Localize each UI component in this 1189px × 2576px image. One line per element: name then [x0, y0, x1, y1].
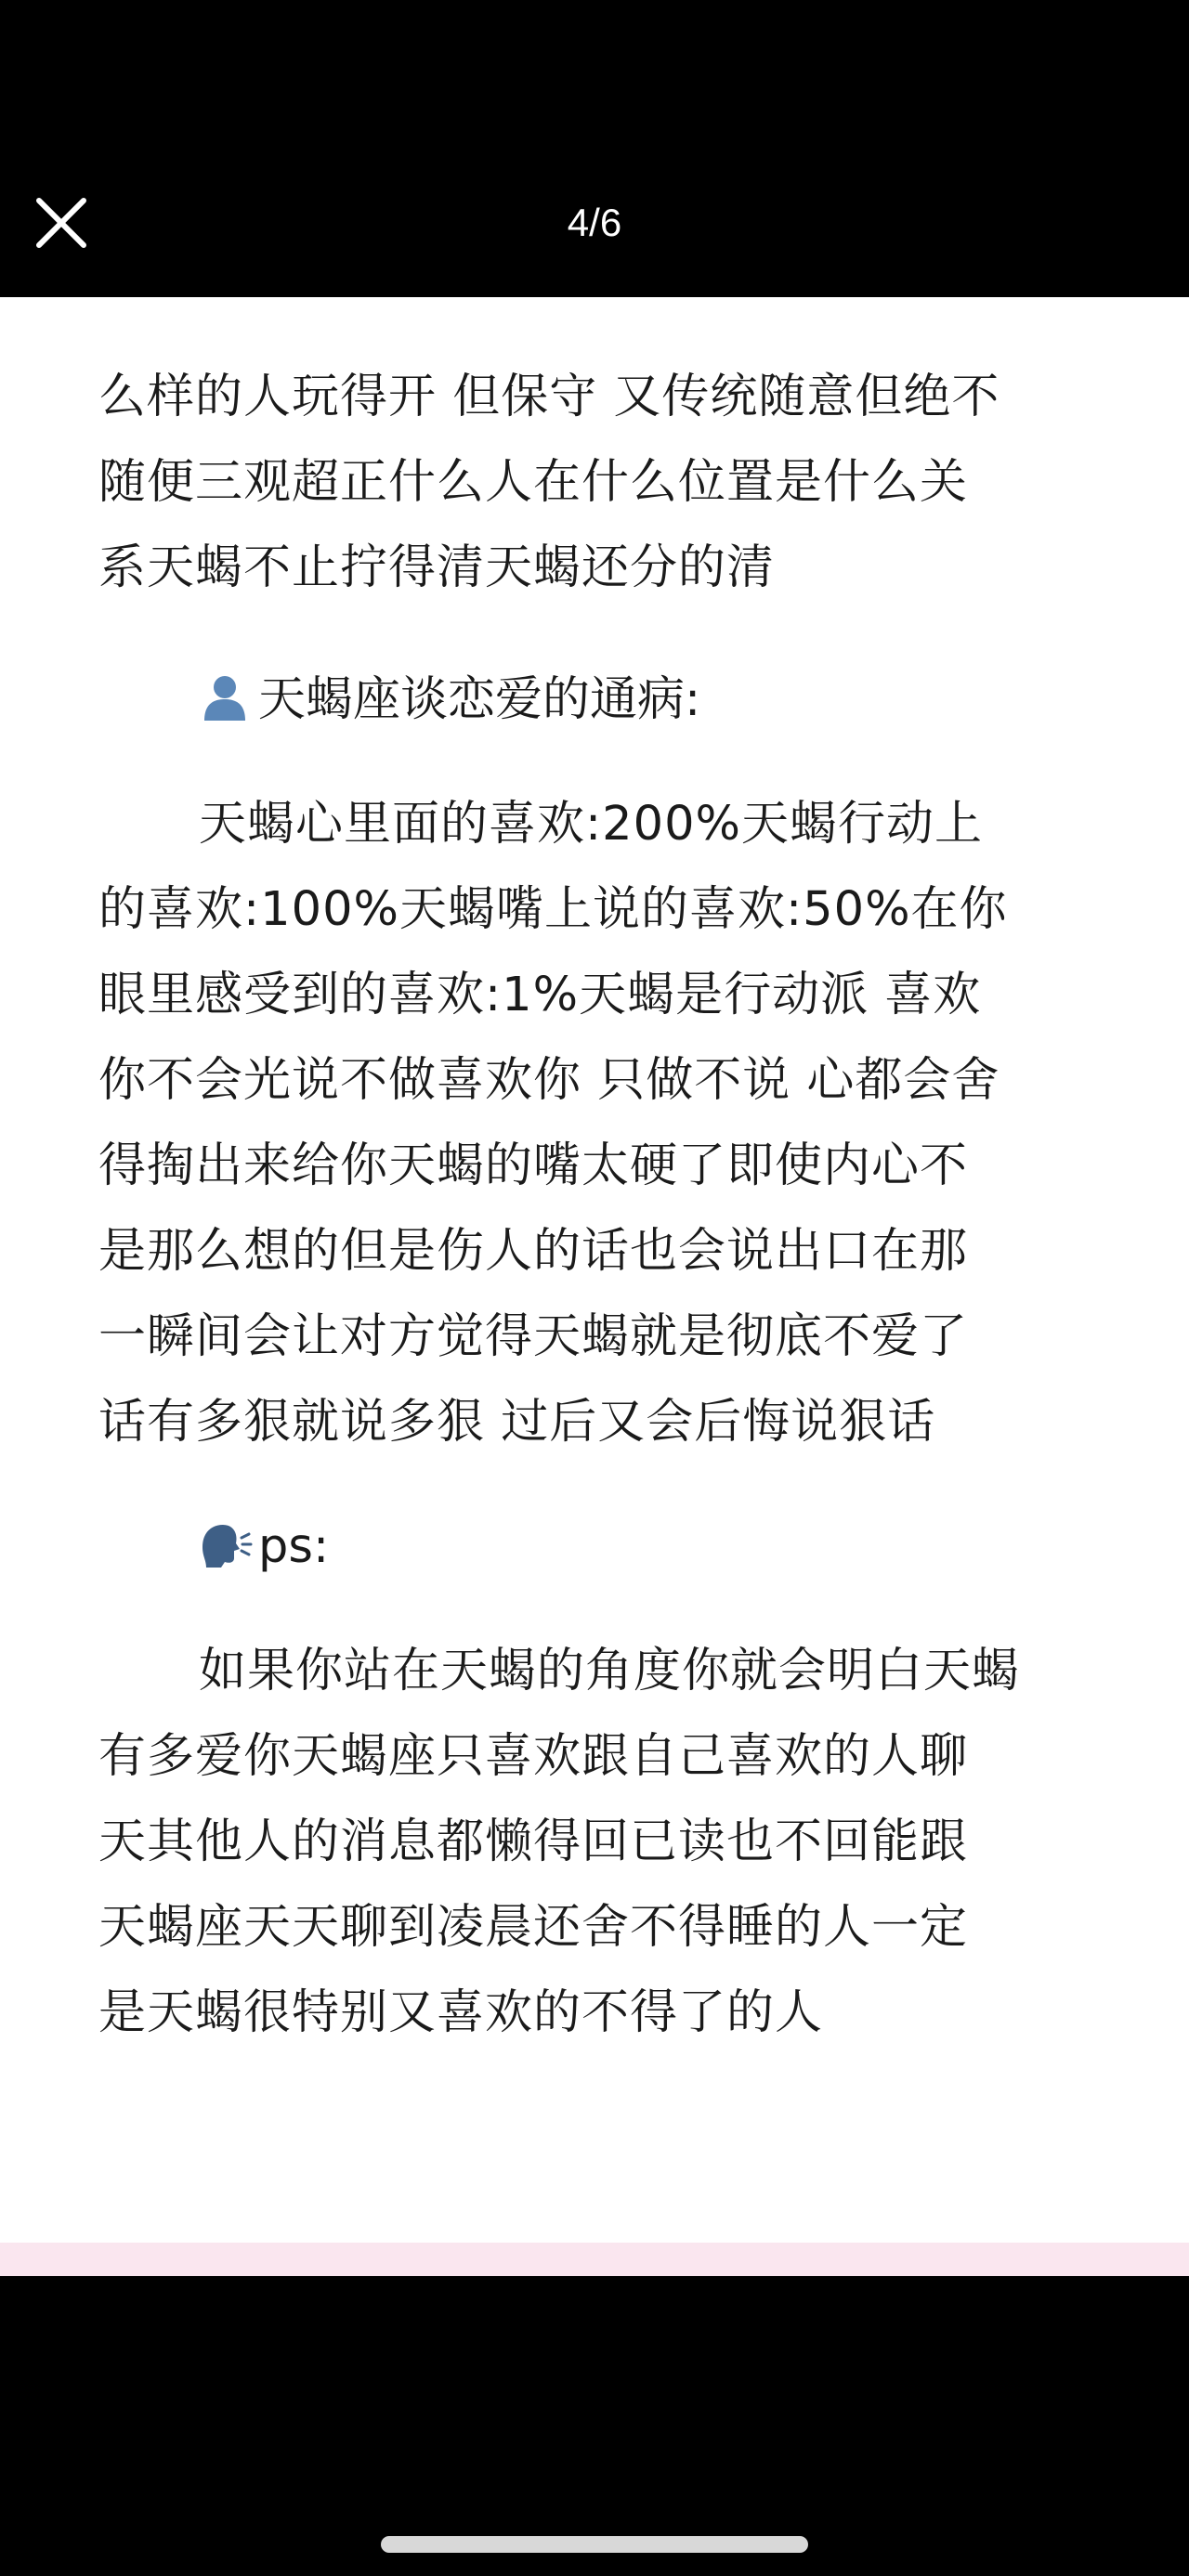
paragraph-line: 如果你站在天蝎的角度你就会明白天蝎 [199, 1644, 1021, 1698]
paragraph-line: 得掏出来给你天蝎的嘴太硬了即使内心不 [98, 1138, 969, 1193]
heading-flaws [197, 657, 700, 743]
home-indicator[interactable] [381, 2536, 808, 2553]
paragraph-line: 你不会光说不做喜欢你 只做不说 心都会舍 [98, 1053, 1000, 1108]
heading-ps [197, 1504, 329, 1590]
paragraph-line: 天其他人的消息都懒得回已读也不回能跟 [98, 1815, 969, 1869]
image-counter: 4/6 [567, 201, 622, 244]
paragraph-line: 话有多狠就说多狠 过后又会后悔说狠话 [98, 1395, 936, 1450]
paragraph-line: 系天蝎不止拧得清天蝎还分的清 [98, 540, 776, 595]
image-page [0, 297, 1189, 2243]
bust-silhouette-icon [197, 669, 253, 724]
paragraph-line: 的喜欢:100%天蝎嘴上说的喜欢:50%在你 [98, 882, 1008, 937]
paragraph-line: 是那么想的但是伤人的话也会说出口在那 [98, 1224, 969, 1279]
paragraph-line: 一瞬间会让对方觉得天蝎就是彻底不爱了 [98, 1309, 969, 1364]
paragraph-line: 么样的人玩得开 但保守 又传统随意但绝不 [98, 370, 1000, 424]
viewer-bottom-area [0, 2276, 1189, 2576]
viewer-top-bar [0, 0, 1189, 297]
paragraph-line: 天蝎心里面的喜欢:200%天蝎行动上 [199, 797, 983, 852]
speaking-head-icon [197, 1516, 253, 1571]
heading-text: 天蝎座谈恋爱的通病: [258, 672, 701, 727]
paragraph-line: 有多爱你天蝎座只喜欢跟自己喜欢的人聊 [98, 1729, 969, 1784]
paragraph-1 [98, 355, 1102, 611]
paragraph-line: 眼里感受到的喜欢:1%天蝎是行动派 喜欢 [98, 968, 982, 1022]
heading-text: ps: [258, 1519, 330, 1574]
paragraph-line: 天蝎座天天聊到凌晨还舍不得睡的人一定 [98, 1900, 969, 1955]
paragraph-line: 是天蝎很特别又喜欢的不得了的人 [98, 1985, 824, 2040]
paragraph-line: 随便三观超正什么人在什么位置是什么关 [98, 455, 969, 510]
paragraph-2 [98, 782, 1102, 1465]
paragraph-3 [98, 1629, 1102, 2056]
page-edge-strip [0, 2243, 1189, 2276]
